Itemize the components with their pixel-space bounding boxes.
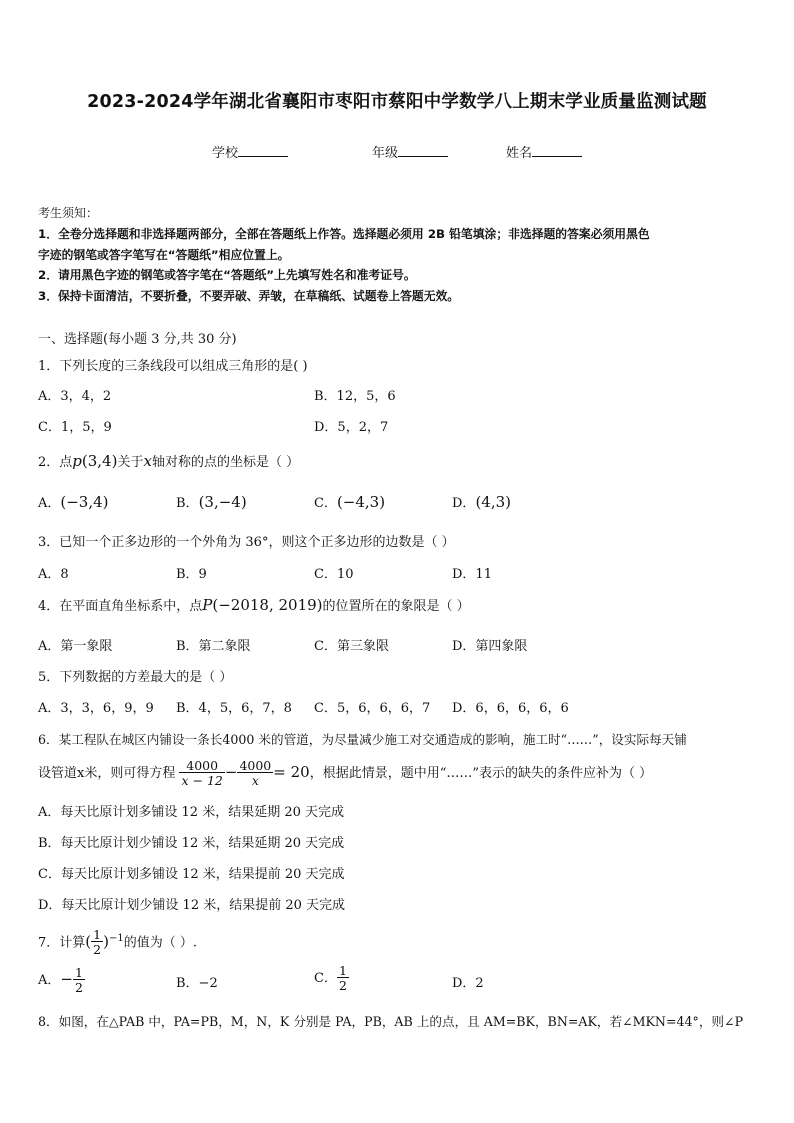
question-2-option-c[interactable] [314,492,385,511]
question-6-line-2-pre: 设管道x米，则可得方程 [38,766,176,781]
question-4-option-a[interactable]: A．第一象限 [38,639,113,654]
question-2-stem-mid: 关于 [117,455,144,470]
question-5-option-c[interactable]: C．5，6，6，6，7 [314,701,431,716]
section-title: 一、选择题(每小题 3 分,共 30 分) [38,332,237,347]
grade-blank[interactable] [398,145,448,157]
fraction-denominator: 2 [338,978,347,993]
option-label: A． [38,973,61,988]
fraction-denominator: 2 [93,942,102,958]
fraction-4000-over-x-minus-12 [179,757,224,788]
school-label: 学校 [212,146,239,161]
option-label: B． [176,496,199,511]
fraction-numerator: 4000 [186,757,219,773]
notice-item-1-line-1: 1．全卷分选择题和非选择题两部分，全部在答题纸上作答。选择题必须用 2B 铅笔填涂；非选择题的答案必须用黑色 [38,227,650,241]
minus-sign: − [224,763,238,781]
fraction-numerator: 1 [74,964,83,980]
fraction-one-half [337,962,349,993]
question-4-option-c[interactable]: C．第三象限 [314,639,389,654]
question-5-stem: 5．下列数据的方差最大的是（ ） [38,670,233,685]
point-P: P [202,596,213,614]
notice-item-3: 3．保持卡面清洁，不要折叠，不要弄破、弄皱，在草稿纸、试题卷上答题无效。 [38,289,460,303]
question-1-option-c[interactable]: C．1，5，9 [38,420,112,435]
question-7-option-a[interactable] [38,962,85,998]
option-label: C． [314,971,337,986]
question-3-option-b[interactable]: B．9 [176,567,207,582]
question-6-option-a[interactable]: A．每天比原计划多铺设 12 米，结果延期 20 天完成 [38,805,345,820]
fraction-denominator: 2 [74,980,83,995]
x-axis-symbol: x [143,452,152,470]
question-2-option-a[interactable] [38,492,109,511]
question-4-stem [38,595,470,614]
name-field[interactable] [506,142,582,161]
name-label: 姓名 [506,146,533,161]
name-blank[interactable] [532,145,582,157]
question-3-option-c[interactable]: C．10 [314,567,354,582]
question-2-stem-post: 轴对称的点的坐标是（ ） [151,455,300,470]
school-field[interactable] [212,142,288,161]
question-8-stem: 8．如图，在△PAB 中，PA=PB，M，N，K 分别是 PA，PB，AB 上的点，且 AM=BK，BN=AK，若∠MKN=44°，则∠P [38,1014,744,1029]
question-7-option-d[interactable]: D．2 [452,976,484,991]
question-3-option-d[interactable]: D．11 [452,567,492,582]
notice-item-1-line-2: 字迹的钢笔或答字笔写在“答题纸”相应位置上。 [38,248,290,262]
question-1-option-b[interactable]: B．12，5，6 [314,389,396,404]
grade-label: 年级 [372,146,399,161]
question-3-stem: 3．已知一个正多边形的一个外角为 36°，则这个正多边形的边数是（ ） [38,535,455,550]
school-blank[interactable] [238,145,288,157]
option-value: (4,3) [475,493,511,511]
question-6-option-d[interactable]: D．每天比原计划少铺设 12 米，结果提前 20 天完成 [38,898,346,913]
option-label: C． [314,496,337,511]
question-4-stem-post: 的位置所在的象限是（ ） [322,599,470,614]
question-5-option-a[interactable]: A．3，3，6，9，9 [38,701,154,716]
question-2-option-b[interactable] [176,492,247,511]
fraction-denominator: x [237,772,273,788]
option-value: (3,−4) [198,493,247,511]
question-6-option-b[interactable]: B．每天比原计划少铺设 12 米，结果延期 20 天完成 [38,836,345,851]
question-7-stem-post: 的值为（ ）. [123,935,197,951]
question-1-option-a[interactable]: A．3，4，2 [38,389,112,404]
fraction-4000-over-x [237,757,273,788]
option-value: (−3,4) [60,493,109,511]
exponent: −1 [108,933,124,944]
question-6-line-1: 6．某工程队在城区内铺设一条长4000 米的管道，为尽量减少施工对交通造成的影响，施工时“……”，设实际每天铺 [38,732,687,747]
question-5-option-d[interactable]: D．6，6，6，6，6 [452,701,569,716]
fraction-numerator: 4000 [239,757,272,773]
grade-field[interactable] [372,142,448,161]
minus-sign: − [60,970,73,988]
right-paren: ) [103,932,109,951]
question-6-option-c[interactable]: C．每天比原计划多铺设 12 米，结果提前 20 天完成 [38,867,345,882]
question-7-stem-pre: 7．计算 [38,935,86,951]
point-p: p [72,452,82,470]
option-label: D． [452,496,476,511]
question-6-line-2-post: ，根据此情景，题中用“……”表示的缺失的条件应补为（ ） [309,766,653,781]
question-4-option-d[interactable]: D．第四象限 [452,639,528,654]
fraction-numerator: 1 [338,962,347,978]
fraction-denominator: x − 12 [181,773,223,788]
question-1-option-d[interactable]: D．5，2，7 [314,420,389,435]
question-4-option-b[interactable]: B．第二象限 [176,639,251,654]
question-7-stem [38,920,197,962]
question-1-stem: 1．下列长度的三条线段可以组成三角形的是( ) [38,359,308,374]
equals-20: = 20 [273,763,310,781]
question-3-option-a[interactable]: A．8 [38,567,69,582]
point-P-coord: (−2018, 2019) [212,596,323,614]
left-paren: ( [85,932,92,951]
question-2-stem [38,451,299,470]
option-value: (−4,3) [336,493,386,511]
fraction-one-half [91,926,103,958]
question-5-option-b[interactable]: B．4，5，6，7，8 [176,701,292,716]
fraction-one-half [73,964,85,995]
fraction-numerator: 1 [93,926,102,942]
question-7-option-c[interactable] [314,962,349,996]
option-label: A． [38,496,61,511]
question-2-stem-pre: 2．点 [38,455,73,470]
point-p-coord: (3,4) [81,452,118,470]
question-6-line-2 [38,753,652,793]
notice-heading: 考生须知： [38,206,99,220]
question-2-option-d[interactable] [452,492,511,511]
question-4-stem-pre: 4．在平面直角坐标系中，点 [38,599,203,614]
notice-item-2: 2．请用黑色字迹的钢笔或答字笔在“答题纸”上先填写姓名和准考证号。 [38,268,416,282]
question-7-option-b[interactable]: B．−2 [176,976,218,991]
page-title: 2023-2024学年湖北省襄阳市枣阳市蔡阳中学数学八上期末学业质量监测试题 [87,92,707,112]
